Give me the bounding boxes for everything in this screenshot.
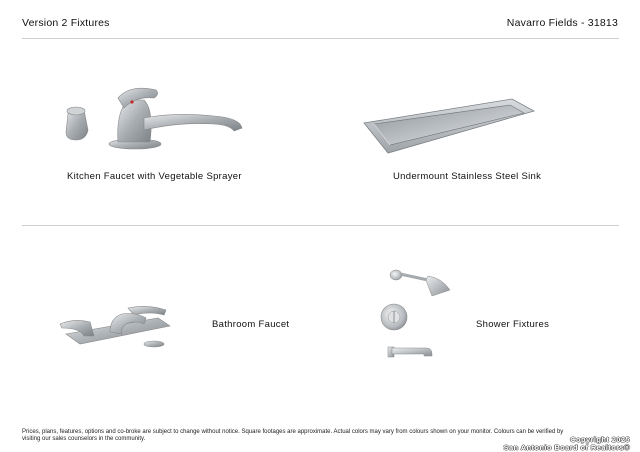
section-divider	[22, 225, 619, 226]
fixture-caption: Undermount Stainless Steel Sink	[393, 171, 542, 182]
header-divider	[22, 38, 619, 39]
community-label: Navarro Fields - 31813	[506, 17, 618, 29]
shower-fixtures-icon	[376, 266, 456, 371]
sink-icon	[362, 97, 537, 162]
bathroom-faucet-icon	[58, 304, 183, 355]
version-label: Version 2 Fixtures	[22, 17, 110, 29]
fixture-caption: Shower Fixtures	[476, 319, 550, 330]
fixture-caption: Kitchen Faucet with Vegetable Sprayer	[67, 171, 242, 182]
kitchen-faucet-icon	[60, 82, 250, 157]
fixture-caption: Bathroom Faucet	[212, 319, 290, 330]
copyright-line: San Antonio Board of Realtors®	[503, 443, 630, 452]
copyright-line: Copyright 2025	[570, 435, 630, 444]
disclaimer-text: Prices, plans, features, options and co-broke are subject to change without notice. Square footages are approximate. Actual colors may vary from colours shown on your monitor. Colours can be verified by visiting our sales counselors in the community.	[22, 429, 564, 442]
